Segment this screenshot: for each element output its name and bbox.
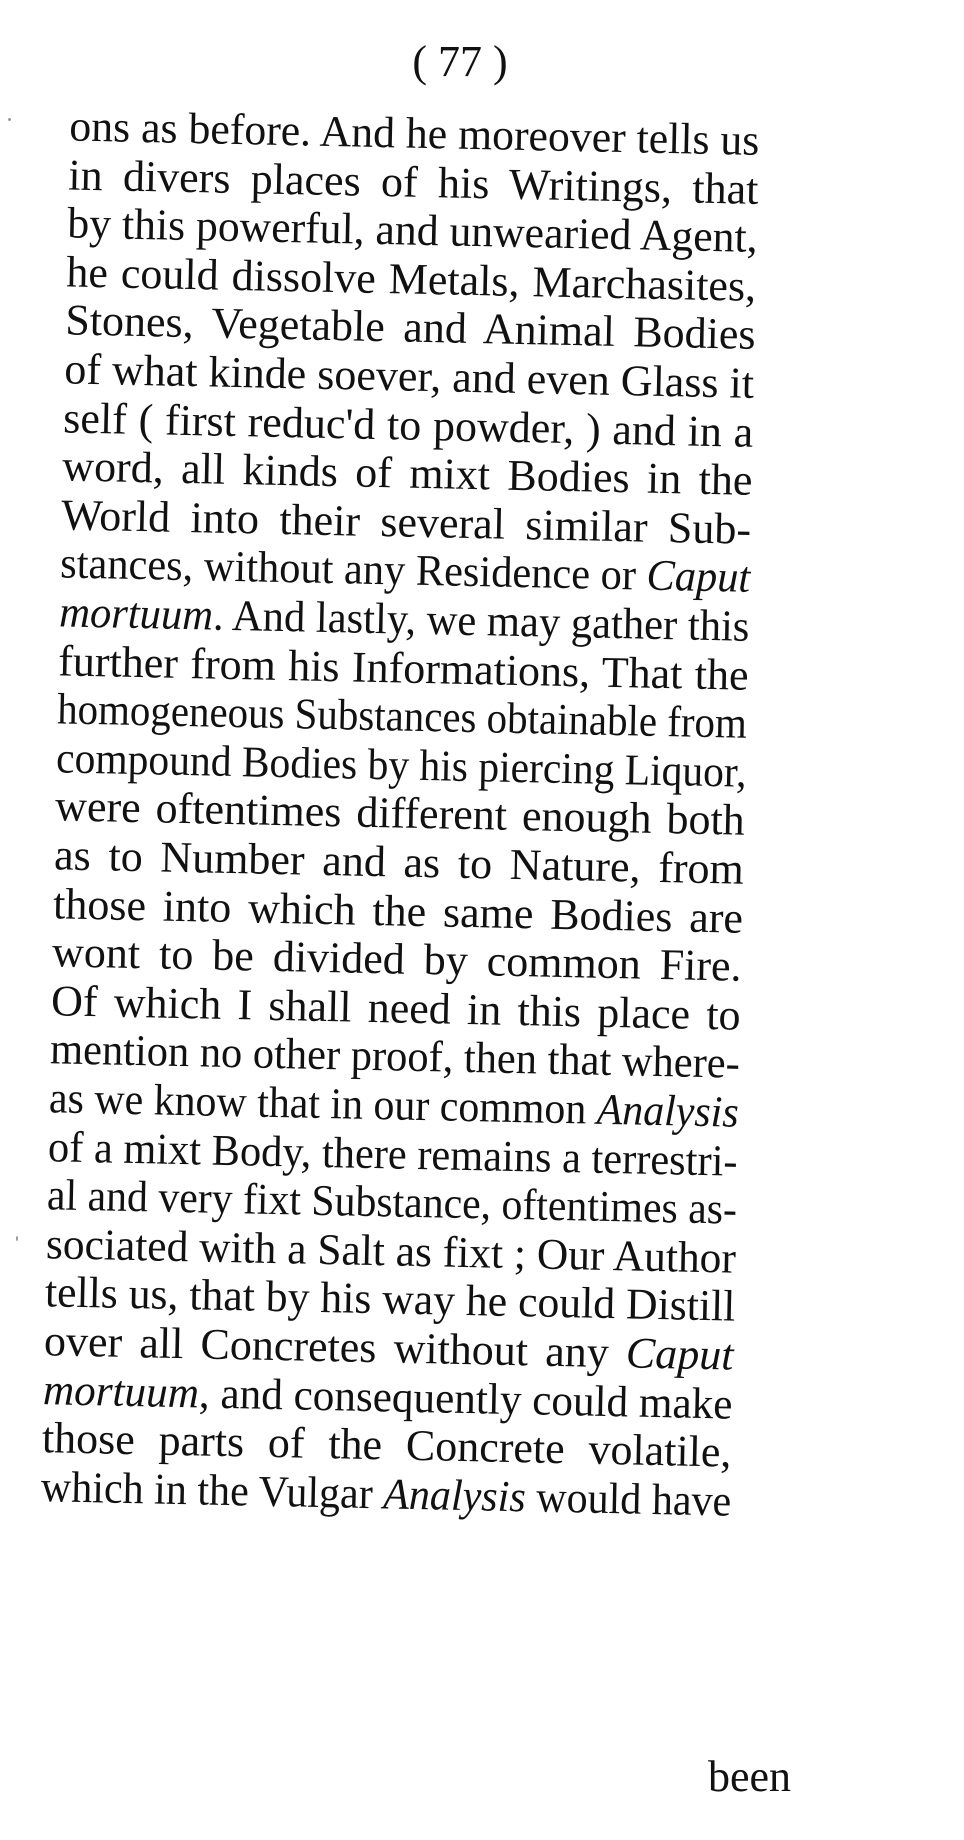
- text-segment: wont to be divided by common Fire.: [51, 927, 743, 991]
- text-segment: those into which the same Bodies are: [52, 878, 744, 943]
- text-segment: of what kinde soever, and even Glass it: [63, 344, 755, 408]
- text-segment: Stones, Vegetable and Animal Bodies: [64, 295, 757, 360]
- italic-segment: Analysis: [596, 1084, 740, 1137]
- text-segment: as we know that in our common: [48, 1073, 598, 1134]
- text-segment: those parts of the Concrete volatile,: [41, 1413, 732, 1477]
- text-segment: in divers places of his Writings, that: [67, 150, 759, 214]
- text-segment: were oftentimes different enough both: [54, 781, 746, 846]
- text-segment: ons as before. And he moreover tells us: [68, 101, 760, 165]
- text-segment: he could dissolve Metals, Marchasites,: [65, 247, 757, 311]
- italic-segment: mortuum: [42, 1364, 200, 1418]
- catchword: been: [708, 1752, 792, 1801]
- text-segment: tells us, that by his way he could Distill: [44, 1267, 736, 1332]
- text-segment: would have: [525, 1472, 732, 1526]
- text-segment: word, all kinds of mixt Bodies in the: [61, 441, 754, 506]
- text-segment: further from his Informations, That the: [57, 635, 750, 700]
- text-segment: . And lastly, we may gather this: [212, 590, 750, 651]
- italic-segment: Caput: [646, 551, 751, 603]
- italic-segment: Caput: [625, 1328, 735, 1380]
- text-segment: by this powerful, and unwearied Agent,: [66, 198, 759, 263]
- text-segment: Of which I shall need in this place to: [50, 976, 742, 1040]
- text-segment: homogeneous Substances obtainable from: [56, 684, 748, 748]
- text-segment: compound Bodies by his piercing Liquor,: [55, 733, 748, 797]
- text-segment: , and consequently could make: [198, 1368, 734, 1429]
- text-segment: World into their several similar Sub-: [60, 490, 752, 554]
- italic-segment: mortuum: [58, 587, 214, 640]
- text-segment: over all Concretes without any: [43, 1316, 627, 1378]
- text-segment: stances, without any Residence or: [59, 538, 648, 601]
- text-segment: mention no other proof, then that where-: [49, 1024, 741, 1089]
- margin-speck: [16, 1236, 18, 1241]
- page-number: ( 77 ): [412, 37, 508, 86]
- text-segment: of a mixt Body, there remains a terrestri-: [47, 1121, 739, 1186]
- text-segment: sociated with a Salt as fixt ; Our Author: [45, 1219, 737, 1283]
- text-segment: self ( first reduc'd to powder, ) and in a: [62, 392, 754, 457]
- text-segment: which in the Vulgar: [40, 1461, 384, 1519]
- body-text: [0, 100, 964, 1840]
- margin-speck: [8, 118, 11, 121]
- text-segment: al and very fixt Substance, oftentimes as-: [46, 1170, 738, 1234]
- text-segment: as to Number and as to Nature, from: [53, 830, 745, 894]
- italic-segment: Analysis: [382, 1469, 527, 1522]
